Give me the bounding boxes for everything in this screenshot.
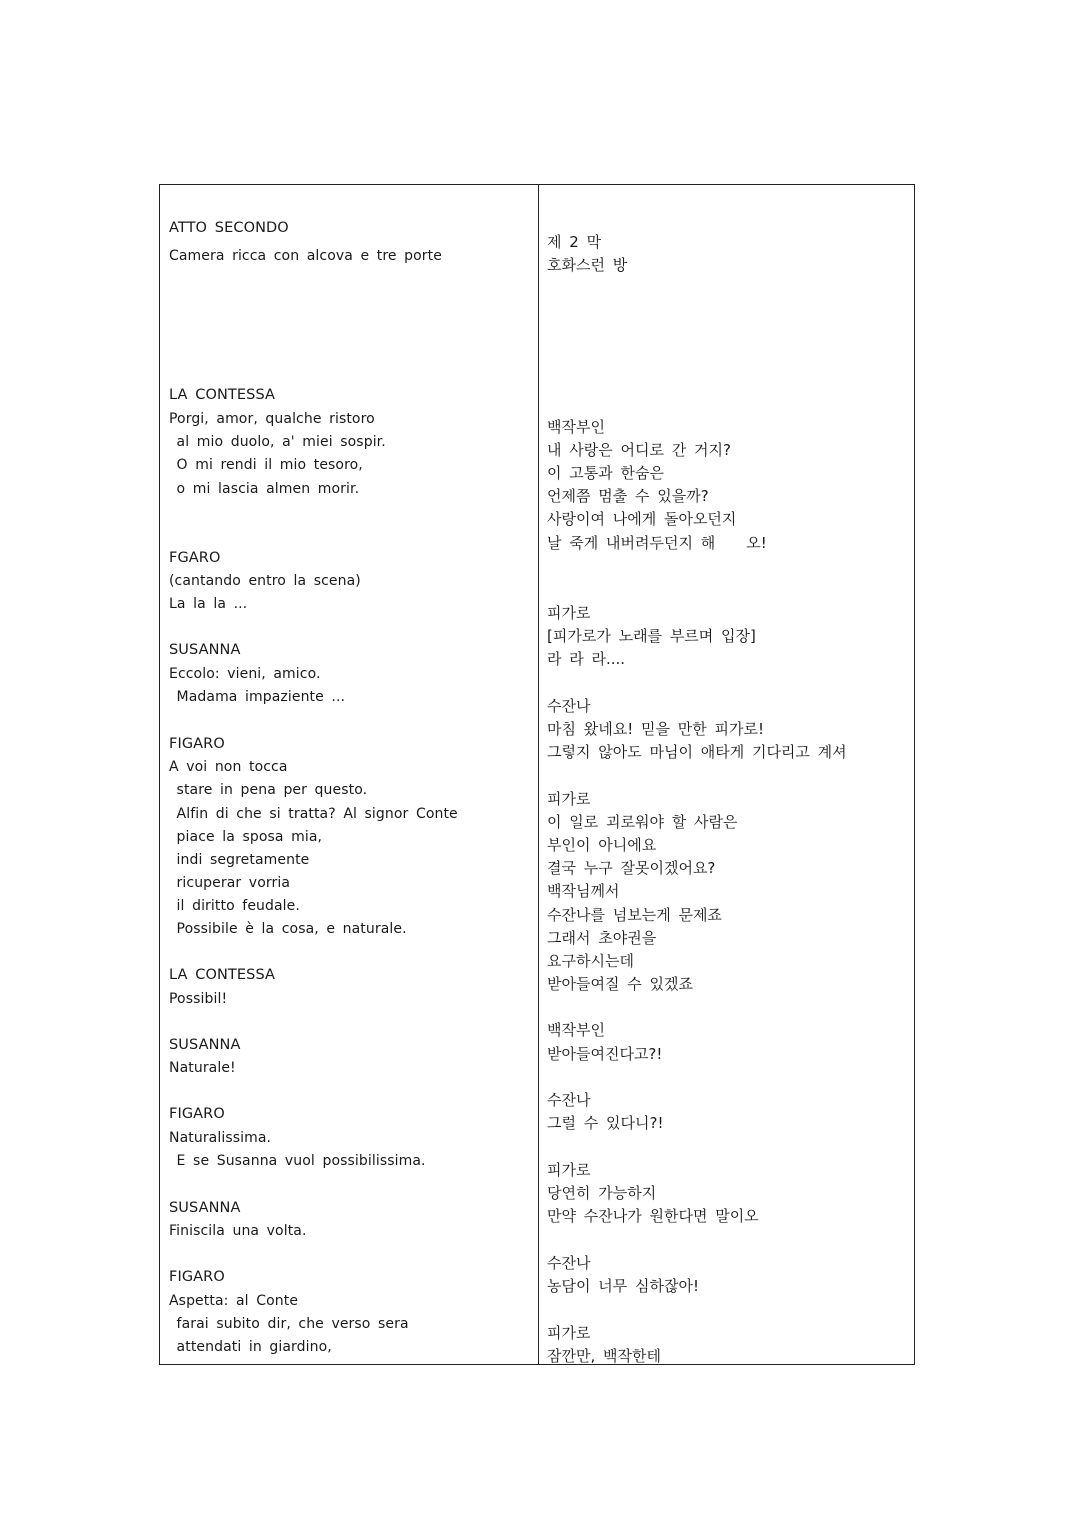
korean-text-line: 받아들여진다고?!: [547, 1045, 663, 1063]
italian-text-line: Madama impaziente ...: [169, 689, 346, 705]
korean-speaker-heading: 피가로: [547, 790, 591, 808]
italian-text-line: Finiscila una volta.: [169, 1223, 307, 1239]
italian-text-line: La la la ...: [169, 596, 248, 612]
italian-text-line: piace la sposa mia,: [169, 829, 323, 845]
italian-text-line: A voi non tocca: [169, 759, 288, 775]
italian-speaker-heading: FIGARO: [169, 1106, 225, 1122]
italian-text-line: Possibile è la cosa, e naturale.: [169, 921, 407, 937]
korean-text-line: 농담이 너무 심하잖아!: [547, 1277, 699, 1295]
korean-text-line: 당연히 가능하지: [547, 1184, 657, 1202]
korean-text-line: 요구하시는데: [547, 952, 634, 970]
italian-text-line: indi segretamente: [169, 852, 310, 868]
korean-speaker-heading: 피가로: [547, 604, 591, 622]
korean-speaker-heading: 백작부인: [547, 1021, 605, 1039]
italian-text-line: Aspetta: al Conte: [169, 1293, 299, 1309]
italian-text-line: il diritto feudale.: [169, 898, 300, 914]
korean-text-line: 만약 수잔나가 원한다면 말이오: [547, 1207, 759, 1225]
italian-speaker-heading: LA CONTESSA: [169, 967, 276, 983]
italian-speaker-heading: FIGARO: [169, 1269, 225, 1285]
korean-text-line: 이 고통과 한숨은: [547, 464, 664, 482]
korean-speaker-heading: 수잔나: [547, 1091, 591, 1109]
italian-text-line: Naturale!: [169, 1060, 236, 1076]
korean-text-line: 라 라 라....: [547, 650, 626, 668]
korean-text-line: 결국 누구 잘못이겠어요?: [547, 859, 716, 877]
korean-text-line: 날 죽게 내버려두던지 해 오!: [547, 534, 767, 552]
italian-text-line: (cantando entro la scena): [169, 573, 361, 589]
korean-speaker-heading: 수잔나: [547, 697, 591, 715]
italian-speaker-heading: SUSANNA: [169, 1200, 241, 1216]
italian-text-line: Camera ricca con alcova e tre porte: [169, 248, 442, 264]
korean-text-line: 호화스런 방: [547, 256, 628, 274]
korean-text-line: 부인이 아니에요: [547, 836, 657, 854]
korean-text-line: 받아들여질 수 있겠죠: [547, 975, 693, 993]
korean-text-line: 그렇지 않아도 마님이 애타게 기다리고 계셔: [547, 743, 847, 761]
korean-speaker-heading: 제 2 막: [547, 233, 602, 251]
korean-speaker-heading: 백작부인: [547, 418, 605, 436]
italian-text-line: al mio duolo, a' miei sospir.: [169, 434, 386, 450]
italian-text-line: o mi lascia almen morir.: [169, 481, 360, 497]
column-divider: [538, 185, 539, 1364]
korean-text-line: [피가로가 노래를 부르며 입장]: [547, 627, 756, 645]
italian-speaker-heading: SUSANNA: [169, 642, 241, 658]
korean-text-line: 내 사랑은 어디로 간 거지?: [547, 441, 731, 459]
italian-speaker-heading: LA CONTESSA: [169, 387, 276, 403]
italian-text-line: Possibil!: [169, 991, 228, 1007]
italian-text-line: attendati in giardino,: [169, 1339, 332, 1355]
italian-speaker-heading: SUSANNA: [169, 1037, 241, 1053]
korean-speaker-heading: 피가로: [547, 1161, 591, 1179]
korean-text-line: 잠깐만, 백작한테: [547, 1347, 661, 1365]
italian-speaker-heading: ATTO SECONDO: [169, 220, 289, 236]
italian-text-line: O mi rendi il mio tesoro,: [169, 457, 363, 473]
italian-speaker-heading: FIGARO: [169, 736, 225, 752]
italian-text-line: Porgi, amor, qualche ristoro: [169, 411, 375, 427]
korean-text-line: 사랑이여 나에게 돌아오던지: [547, 510, 737, 528]
korean-text-line: 이 일로 괴로워야 할 사람은: [547, 813, 738, 831]
korean-text-line: 백작님께서: [547, 882, 620, 900]
italian-text-line: ricuperar vorria: [169, 875, 290, 891]
libretto-table: [159, 184, 915, 1365]
italian-text-line: stare in pena per questo.: [169, 782, 368, 798]
italian-text-line: Alfin di che si tratta? Al signor Conte: [169, 806, 458, 822]
italian-text-line: Naturalissima.: [169, 1130, 272, 1146]
italian-text-line: farai subito dir, che verso sera: [169, 1316, 409, 1332]
italian-text-line: E se Susanna vuol possibilissima.: [169, 1153, 426, 1169]
korean-text-line: 수잔나를 넘보는게 문제죠: [547, 906, 722, 924]
korean-speaker-heading: 피가로: [547, 1324, 591, 1342]
korean-text-line: 그럴 수 있다니?!: [547, 1114, 664, 1132]
korean-speaker-heading: 수잔나: [547, 1254, 591, 1272]
italian-text-line: Eccolo: vieni, amico.: [169, 666, 321, 682]
korean-text-line: 마침 왔네요! 믿을 만한 피가로!: [547, 720, 764, 738]
korean-text-line: 그래서 초야권을: [547, 929, 657, 947]
korean-text-line: 언제쯤 멈출 수 있을까?: [547, 487, 709, 505]
italian-speaker-heading: FGARO: [169, 550, 221, 566]
